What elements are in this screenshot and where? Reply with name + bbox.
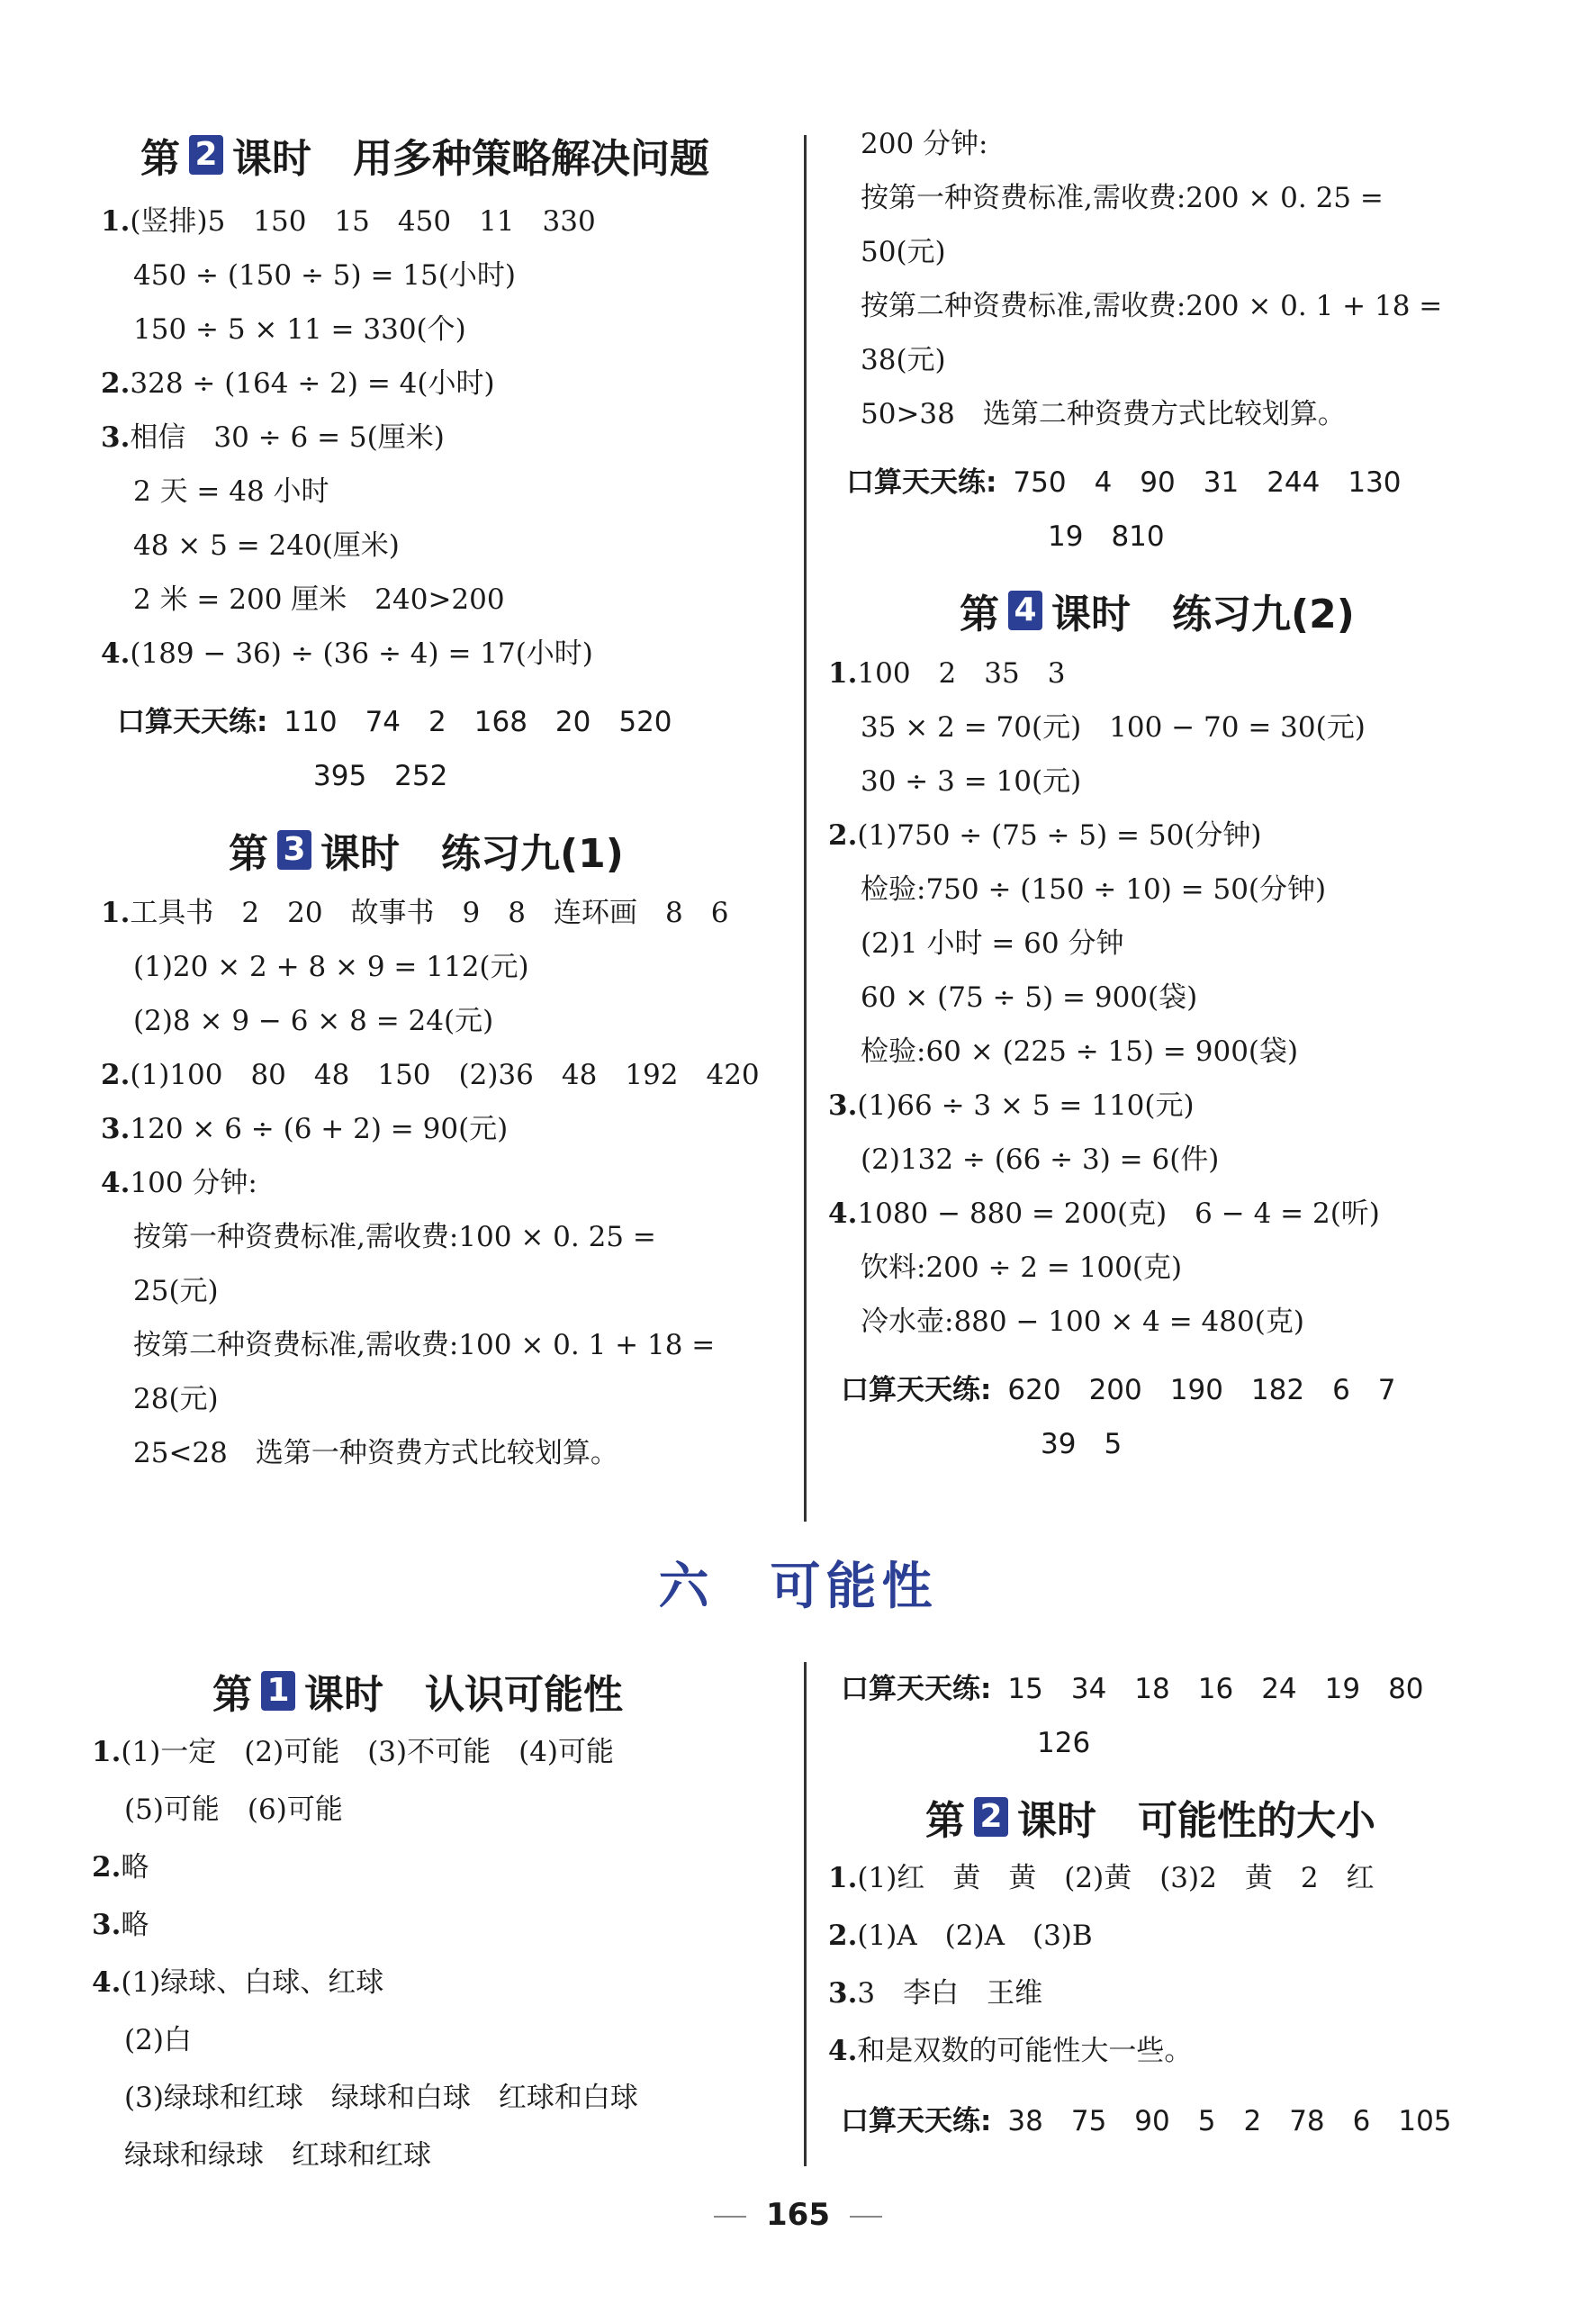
answer-line: 150 ÷ 5 × 11 = 330(个) bbox=[133, 313, 466, 346]
oral-practice: 口算天天练: 38 75 90 5 2 78 6 105 bbox=[841, 2105, 1452, 2137]
answer-line: 2.(1)750 ÷ (75 ÷ 5) = 50(分钟) bbox=[828, 819, 1262, 852]
answer-line: 4.(1)绿球、白球、红球 bbox=[92, 1966, 384, 1999]
oral-practice-cont: 19 810 bbox=[1048, 520, 1165, 553]
answer-line: 2 米 = 200 厘米 240>200 bbox=[133, 583, 505, 616]
oral-practice: 口算天天练: 620 200 190 182 6 7 bbox=[841, 1374, 1396, 1406]
answer-line: (3)绿球和红球 绿球和白球 红球和白球 bbox=[124, 2082, 638, 2114]
answer-line: 4.1080 − 880 = 200(克) 6 − 4 = 2(听) bbox=[828, 1197, 1380, 1230]
answer-line: 25<28 选第一种资费方式比较划算。 bbox=[133, 1437, 618, 1469]
answer-line: (2)132 ÷ (66 ÷ 3) = 6(件) bbox=[861, 1143, 1220, 1176]
lesson-heading-2 bbox=[140, 126, 794, 184]
lesson-heading-1: 第 1 课时 认识可能性 bbox=[212, 1662, 785, 1720]
lesson-heading-2b: 第 2 课时 可能性的大小 bbox=[925, 1788, 1521, 1846]
answer-line: 35 × 2 = 70(元) 100 − 70 = 30(元) bbox=[861, 711, 1366, 744]
answer-line: 2.328 ÷ (164 ÷ 2) = 4(小时) bbox=[101, 367, 495, 400]
answer-line: 按第二种资费标准,需收费:200 × 0. 1 + 18 = bbox=[861, 290, 1443, 322]
bottom-right-column bbox=[828, 1662, 1521, 2148]
oral-practice: 口算天天练: 110 74 2 168 20 520 bbox=[117, 706, 672, 738]
answer-line: 按第二种资费标准,需收费:100 × 0. 1 + 18 = bbox=[133, 1329, 716, 1361]
page-number: 165 bbox=[0, 2197, 1596, 2233]
answer-line: 450 ÷ (150 ÷ 5) = 15(小时) bbox=[133, 259, 516, 292]
lesson-number-badge: 2 bbox=[974, 1797, 1008, 1837]
answer-line: 1.工具书 2 20 故事书 9 8 连环画 8 6 bbox=[101, 897, 729, 929]
answer-line: 1.(1)一定 (2)可能 (3)不可能 (4)可能 bbox=[92, 1736, 615, 1768]
answer-line: 25(元) bbox=[133, 1275, 219, 1307]
lesson-suffix: 课时 bbox=[232, 136, 311, 182]
lesson-heading-3: 第 3 课时 练习九(1) bbox=[229, 821, 794, 879]
lesson-heading-4: 第 4 课时 练习九(2) bbox=[960, 582, 1521, 639]
answer-line: 1.(竖排)5 150 15 450 11 330 bbox=[101, 205, 596, 238]
answer-line: 50(元) bbox=[861, 236, 946, 268]
answer-line: 按第一种资费标准,需收费:100 × 0. 25 = bbox=[133, 1221, 656, 1253]
lesson-topic: 可能性的大小 bbox=[1138, 1798, 1375, 1844]
oral-practice-cont: 126 bbox=[1037, 1727, 1091, 1759]
column-divider-bottom bbox=[804, 1662, 807, 2166]
oral-practice-cont: 39 5 bbox=[1041, 1428, 1123, 1460]
answer-line: 1.100 2 35 3 bbox=[828, 657, 1066, 690]
unit-title: 六 可能性 bbox=[658, 1558, 938, 1616]
answer-line: 200 分钟: bbox=[861, 128, 988, 160]
answer-line: 4.(189 − 36) ÷ (36 ÷ 4) = 17(小时) bbox=[101, 637, 593, 670]
answer-line: 4.100 分钟: bbox=[101, 1167, 257, 1199]
lesson-number-badge: 1 bbox=[261, 1671, 295, 1711]
answer-line: 2.(1)100 80 48 150 (2)36 48 192 420 bbox=[101, 1059, 760, 1091]
page-number-dash bbox=[714, 2216, 746, 2218]
answer-line: 3.3 李白 王维 bbox=[828, 1977, 1043, 2010]
answer-line: (5)可能 (6)可能 bbox=[124, 1794, 343, 1826]
answer-line: 检验:60 × (225 ÷ 15) = 900(袋) bbox=[861, 1035, 1299, 1068]
answer-line: 3.略 bbox=[92, 1909, 149, 1941]
answer-line: (1)20 × 2 + 8 × 9 = 112(元) bbox=[133, 951, 529, 983]
oral-practice-cont: 395 252 bbox=[313, 760, 448, 792]
answer-line: 冷水壶:880 − 100 × 4 = 480(克) bbox=[861, 1306, 1304, 1338]
answer-line: 饮料:200 ÷ 2 = 100(克) bbox=[861, 1251, 1183, 1284]
answer-line: 2.略 bbox=[92, 1851, 149, 1884]
top-left-column bbox=[101, 126, 794, 1480]
answer-line: 2.(1)A (2)A (3)B bbox=[828, 1920, 1093, 1952]
answer-line: 按第一种资费标准,需收费:200 × 0. 25 = bbox=[861, 182, 1384, 214]
lesson-topic: 用多种策略解决问题 bbox=[353, 136, 709, 182]
column-divider-top bbox=[804, 135, 807, 1522]
page-number-dash bbox=[850, 2216, 882, 2218]
answer-line: 38(元) bbox=[861, 344, 946, 376]
answer-line: (2)白 bbox=[124, 2024, 192, 2056]
answer-line: 50>38 选第二种资费方式比较划算。 bbox=[861, 398, 1346, 430]
answer-line: 60 × (75 ÷ 5) = 900(袋) bbox=[861, 981, 1198, 1014]
lesson-topic: 练习九(2) bbox=[1172, 592, 1355, 637]
bottom-left-column bbox=[92, 1662, 785, 2184]
lesson-topic: 练习九(1) bbox=[441, 831, 624, 877]
lesson-number-badge: 3 bbox=[277, 830, 311, 870]
answer-line: 4.和是双数的可能性大一些。 bbox=[828, 2035, 1193, 2067]
lesson-topic: 认识可能性 bbox=[425, 1672, 623, 1718]
answer-line: 绿球和绿球 红球和红球 bbox=[124, 2139, 431, 2172]
answer-line: 30 ÷ 3 = 10(元) bbox=[861, 765, 1082, 798]
oral-practice: 口算天天练: 750 4 90 31 244 130 bbox=[846, 466, 1402, 499]
answer-line: 48 × 5 = 240(厘米) bbox=[133, 529, 400, 562]
answer-line: (2)8 × 9 − 6 × 8 = 24(元) bbox=[133, 1005, 494, 1037]
answer-line: 3.120 × 6 ÷ (6 + 2) = 90(元) bbox=[101, 1113, 509, 1145]
answer-line: (2)1 小时 = 60 分钟 bbox=[861, 927, 1124, 960]
answer-line: 3.相信 30 ÷ 6 = 5(厘米) bbox=[101, 421, 445, 454]
answer-line: 检验:750 ÷ (150 ÷ 10) = 50(分钟) bbox=[861, 873, 1327, 906]
top-right-column bbox=[828, 117, 1521, 1471]
answer-line: 1.(1)红 黄 黄 (2)黄 (3)2 黄 2 红 bbox=[828, 1862, 1375, 1894]
lesson-number-badge: 4 bbox=[1008, 591, 1042, 630]
answer-line: 3.(1)66 ÷ 3 × 5 = 110(元) bbox=[828, 1089, 1195, 1122]
answer-line: 2 天 = 48 小时 bbox=[133, 475, 329, 508]
lesson-number-badge: 2 bbox=[189, 135, 223, 175]
lesson-word: 第 bbox=[140, 136, 180, 182]
answer-line: 28(元) bbox=[133, 1383, 219, 1415]
oral-practice: 口算天天练: 15 34 18 16 24 19 80 bbox=[841, 1673, 1424, 1705]
